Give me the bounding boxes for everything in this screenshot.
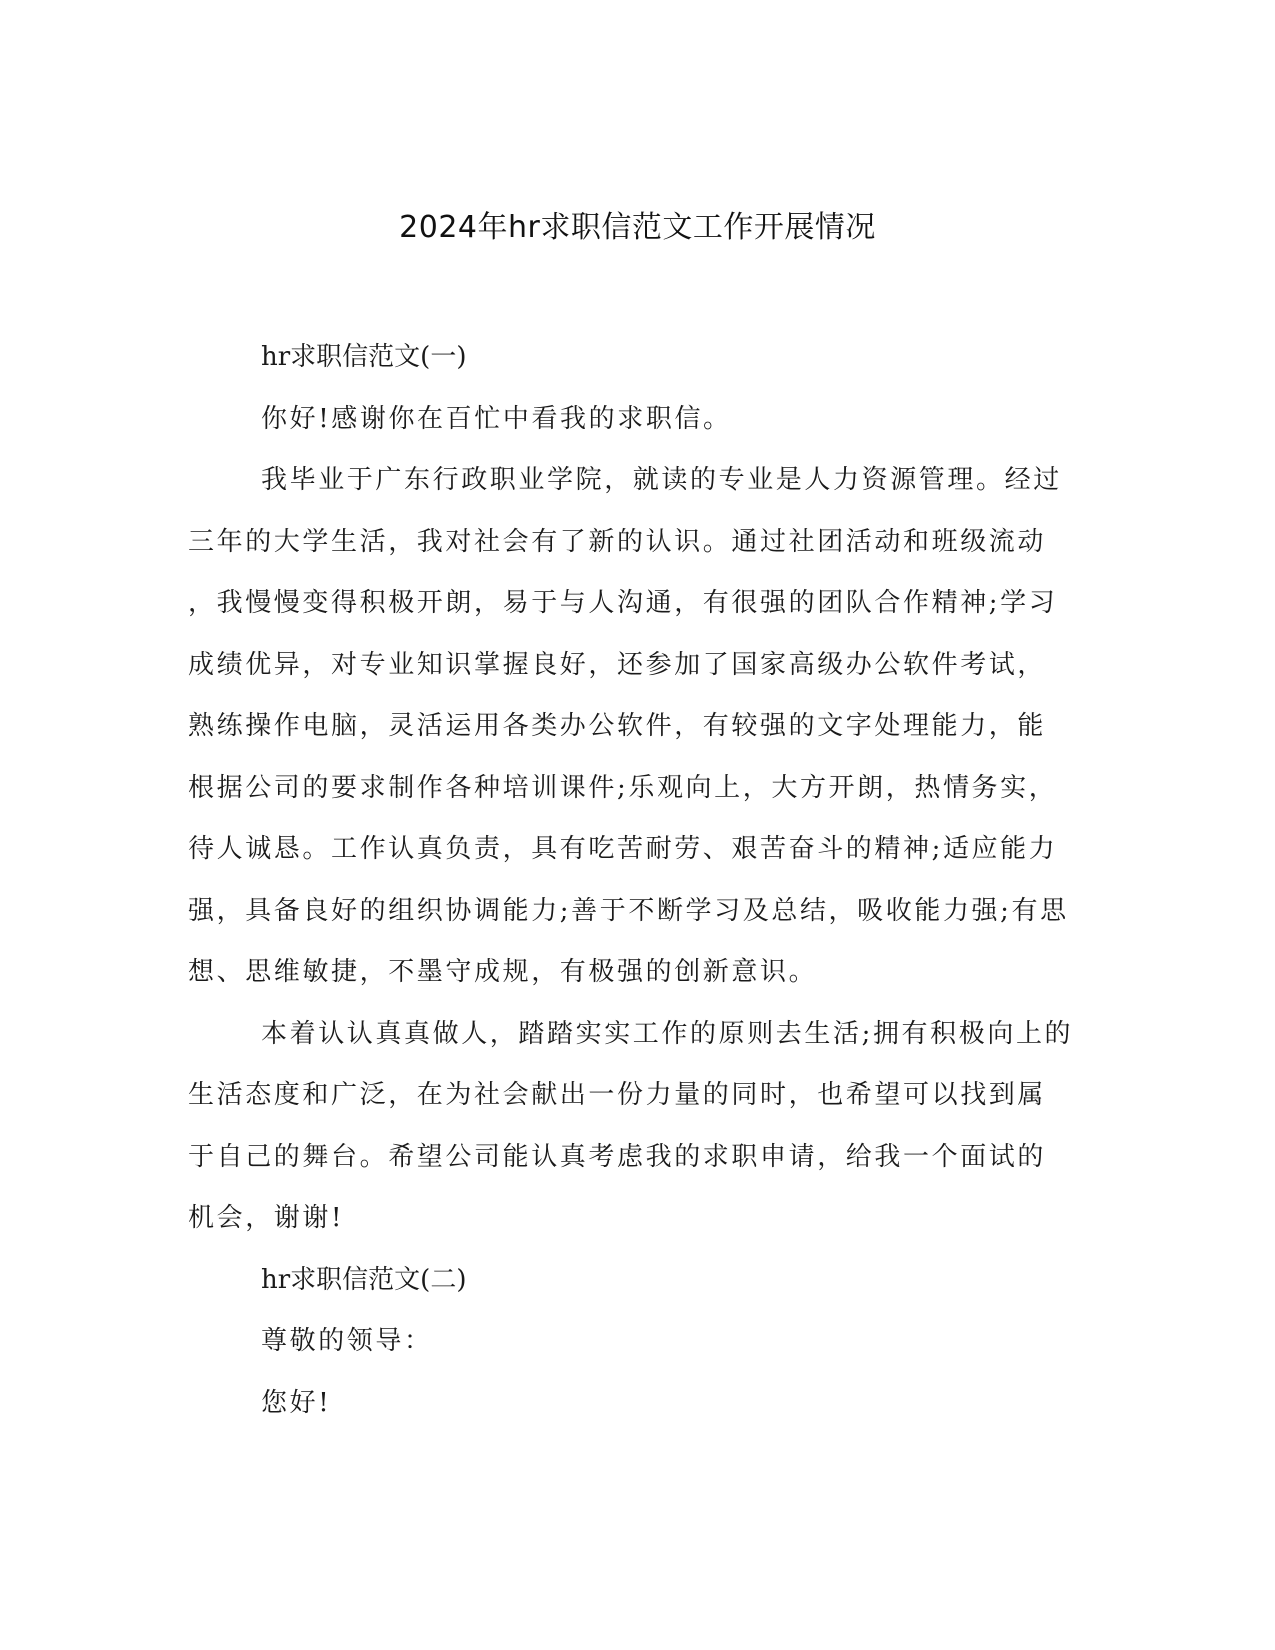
salutation-line: 尊敬的领导： (261, 1326, 433, 1356)
paragraph-line: 机会，谢谢! (188, 1203, 345, 1233)
paragraph-line: 于自己的舞台。希望公司能认真考虑我的求职申请，给我一个面试的 (188, 1141, 1047, 1172)
paragraph-line: 熟练操作电脑，灵活运用各类办公软件，有较强的文字处理能力，能 (188, 711, 1047, 741)
paragraph-line: 强，具备良好的组织协调能力;善于不断学习及总结，吸收能力强;有思 (188, 895, 1069, 926)
paragraph-line: 本着认认真真做人，踏踏实实工作的原则去生活;拥有积极向上的 (261, 1018, 1074, 1049)
paragraph-line: ，我慢慢变得积极开朗，易于与人沟通，有很强的团队合作精神;学习 (188, 588, 1058, 618)
document-title: 2024年hr求职信范文工作开展情况 (399, 210, 876, 245)
paragraph-line: 我毕业于广东行政职业学院，就读的专业是人力资源管理。经过 (261, 465, 1062, 495)
greeting-line: 你好!感谢你在百忙中看我的求职信。 (261, 403, 732, 434)
section-heading-1: hr求职信范文(一) (261, 342, 467, 372)
section-heading-2: hr求职信范文(二) (261, 1264, 467, 1295)
paragraph-line: 成绩优异，对专业知识掌握良好，还参加了国家高级办公软件考试， (188, 649, 1047, 680)
document-body (188, 327, 1076, 1434)
paragraph-line: 根据公司的要求制作各种培训课件;乐观向上，大方开朗，热情务实， (188, 772, 1058, 803)
paragraph-line: 想、思维敏捷，不墨守成规，有极强的创新意识。 (188, 957, 818, 987)
paragraph-line: 生活态度和广泛，在为社会献出一份力量的同时，也希望可以找到属 (188, 1080, 1047, 1110)
paragraph-line: 三年的大学生活，我对社会有了新的认识。通过社团活动和班级流动 (188, 526, 1047, 557)
greeting-line: 您好! (261, 1387, 332, 1418)
paragraph-line: 待人诚恳。工作认真负责，具有吃苦耐劳、艰苦奋斗的精神;适应能力 (188, 834, 1058, 864)
